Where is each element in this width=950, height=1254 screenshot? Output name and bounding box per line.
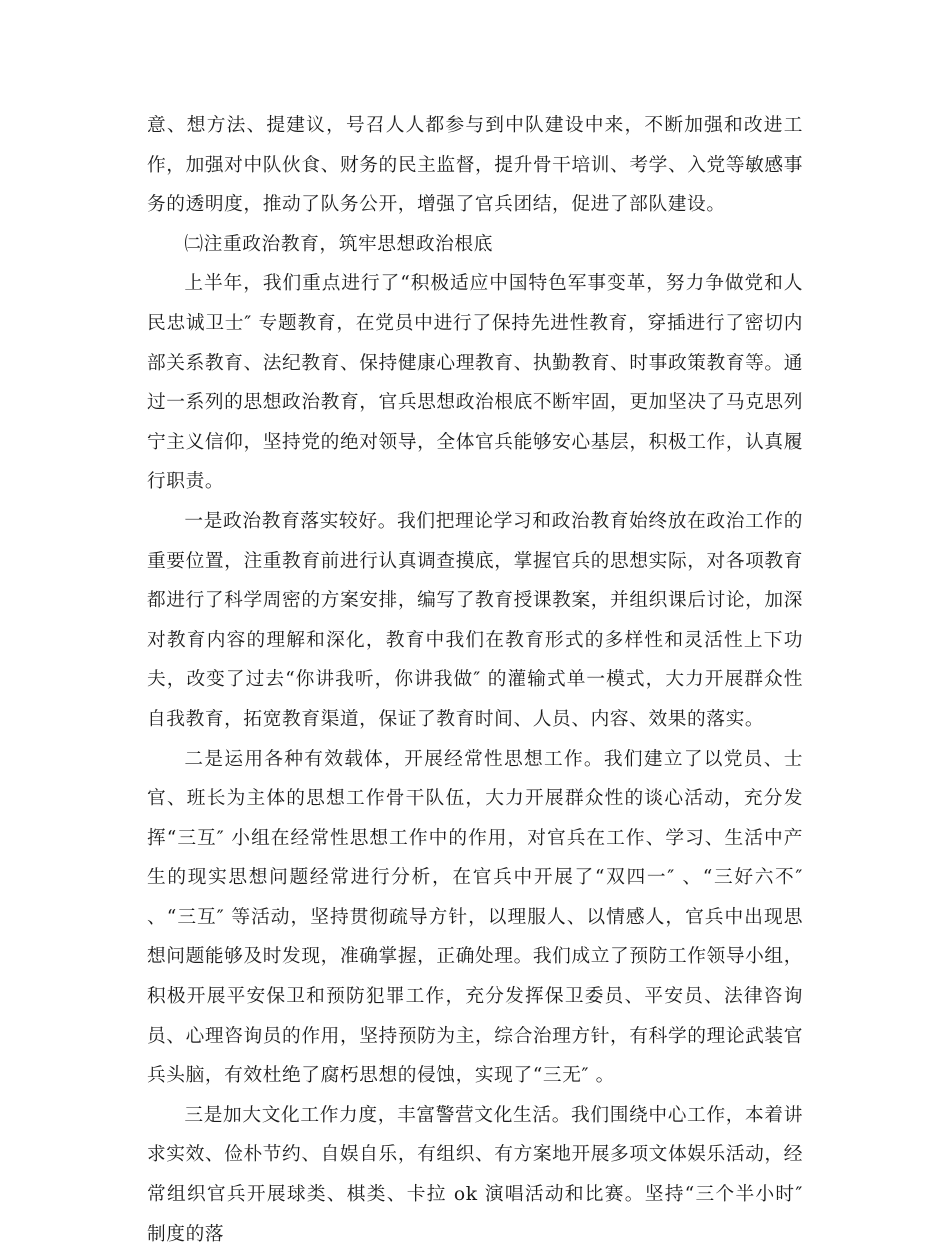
paragraph-political-education: 一是政治教育落实较好。我们把理论学习和政治教育始终放在政治工作的重要位置，注重教育前进行认真调查摸底，掌握官兵的思想实际，对各项教育都进行了科学周密的方案安排，编写了教育授课教案，并组织课后讨论，加深对教育内容的理解和深化，教育中我们在教育形式的多样性和灵活性上下功夫，改变了过去“你讲我听，你讲我做″ 的灌输式单一模式，大力开展群众性自我教育，拓宽教育渠道，保证了教育时间、人员、内容、效果的落实。 — [147, 510, 803, 730]
paragraph-first-half-year: 上半年，我们重点进行了“积极适应中国特色军事变革，努力争做党和人民忠诚卫士″ 专题教育，在党员中进行了保持先进性教育，穿插进行了密切内部关系教育、法纪教育、保持健康心理教育、执勤教育、时事政策教育等。通过一系列的思想政治教育，官兵思想政治根底不断牢固，更加坚决了马克思列宁主义信仰，坚持党的绝对领导，全体官兵能够安心基层，积极工作，认真履行职责。 — [147, 273, 803, 493]
paragraph-continuation: 意、想方法、提建议，号召人人都参与到中队建设中来，不断加强和改进工作，加强对中队伙食、财务的民主监督，提升骨干培训、考学、入党等敏感事务的透明度，推动了队务公开，增强了官兵团结，促进了部队建设。 — [147, 115, 803, 216]
document-body — [147, 106, 803, 1254]
paragraph-ideological-work: 二是运用各种有效载体，开展经常性思想工作。我们建立了以党员、士官、班长为主体的思想工作骨干队伍，大力开展群众性的谈心活动，充分发挥“三互″ 小组在经常性思想工作中的作用，对官兵在工作、学习、生活中产生的现实思想问题经常进行分析，在官兵中开展了“双四一″ 、“三好六不″ 、“三互″ 等活动，坚持贯彻疏导方针，以理服人、以情感人，官兵中出现思想问题能够及时发现，准确掌握，正确处理。我们成立了预防工作领导小组，积极开展平安保卫和预防犯罪工作，充分发挥保卫委员、平安员、法律咨询员、心理咨询员的作用，坚持预防为主，综合治理方针，有科学的理论武装官兵头脑，有效杜绝了腐朽思想的侵蚀，实现了“三无″ 。 — [147, 748, 803, 1087]
paragraph-cultural-work: 三是加大文化工作力度，丰富警营文化生活。我们围绕中心工作，本着讲求实效、俭朴节约、自娱自乐，有组织、有方案地开展多项文体娱乐活动，经常组织官兵开展球类、棋类、卡拉 ok 演唱活动和比赛。坚持“三个半小时″ 制度的落 — [147, 1104, 803, 1245]
section-heading: ㈡注重政治教育，筑牢思想政治根底 — [184, 233, 493, 255]
